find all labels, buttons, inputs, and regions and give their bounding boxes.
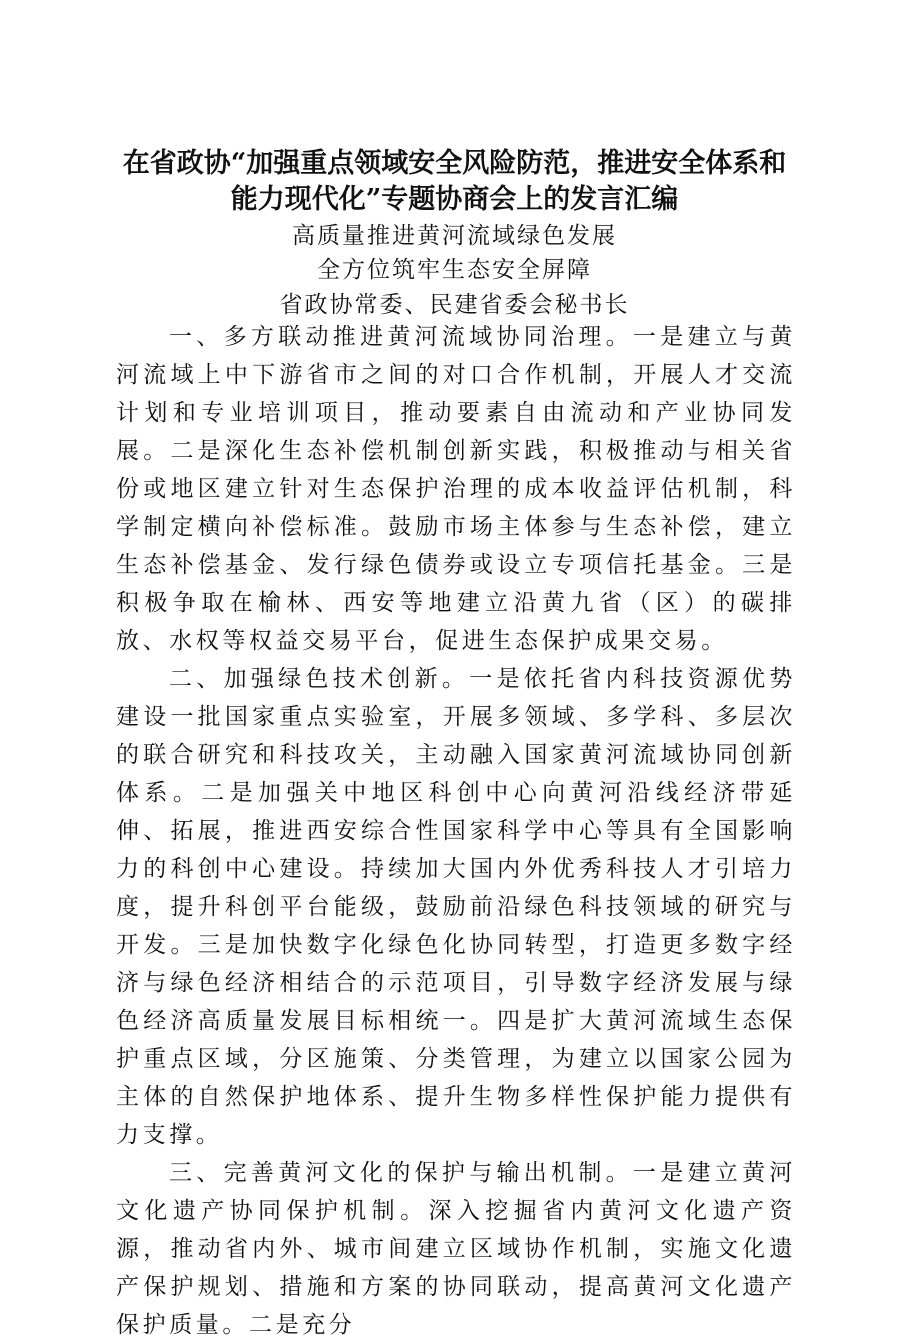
paragraph-1: 一、多方联动推进黄河流域协同治理。一是建立与黄河流域上中下游省市之间的对口合作机制，开展人才交流计划和专业培训项目，推动要素自由流动和产业协同发展。二是深化生态补偿机制创新实践，积极推动与相关省份或地区建立针对生态保护治理的成本收益评估机制，科学制定横向补偿标准。鼓励市场主体参与生态补偿，建立生态补偿基金、发行绿色债券或设立专项信托基金。三是积极争取在榆林、西安等地建立沿黄九省（区）的碳排放、水权等权益交易平台，促进生态保护成果交易。 bbox=[116, 324, 796, 654]
paragraph-3: 三、完善黄河文化的保护与输出机制。一是建立黄河文化遗产协同保护机制。深入挖掘省内黄河文化遗产资源，推动省内外、城市间建立区域协作机制，实施文化遗产保护规划、措施和方案的协同联动，提高黄河文化遗产保护质量。二是充分 bbox=[116, 1160, 796, 1338]
subtitle-line-2: 全方位筑牢生态安全屏障 bbox=[317, 257, 592, 283]
document-body bbox=[116, 318, 796, 1344]
speaker-line: 省政协常委、民建省委会秘书长 bbox=[279, 292, 630, 318]
paragraph-2: 二、加强绿色技术创新。一是依托省内科技资源优势建设一批国家重点实验室，开展多领域、多学科、多层次的联合研究和科技攻关，主动融入国家黄河流域协同创新体系。二是加强关中地区科创中心向黄河沿线经济带延伸、拓展，推进西安综合性国家科学中心等具有全国影响力的科创中心建设。持续加大国内外优秀科技人才引培力度，提升科创平台能级，鼓励前沿绿色科技领域的研究与开发。三是加快数字化绿色化协同转型，打造更多数字经济与绿色经济相结合的示范项目，引导数字经济发展与绿色经济高质量发展目标相统一。四是扩大黄河流域生态保护重点区域，分区施策、分类管理，为建立以国家公园为主体的自然保护地体系、提升生物多样性保护能力提供有力支撑。 bbox=[116, 666, 796, 1148]
subtitle-line-1: 高质量推进黄河流域绿色发展 bbox=[292, 223, 617, 249]
document-title: 在省政协“加强重点领域安全风险防范，推进安全体系和能力现代化”专题协商会上的发言汇编 bbox=[122, 148, 787, 215]
